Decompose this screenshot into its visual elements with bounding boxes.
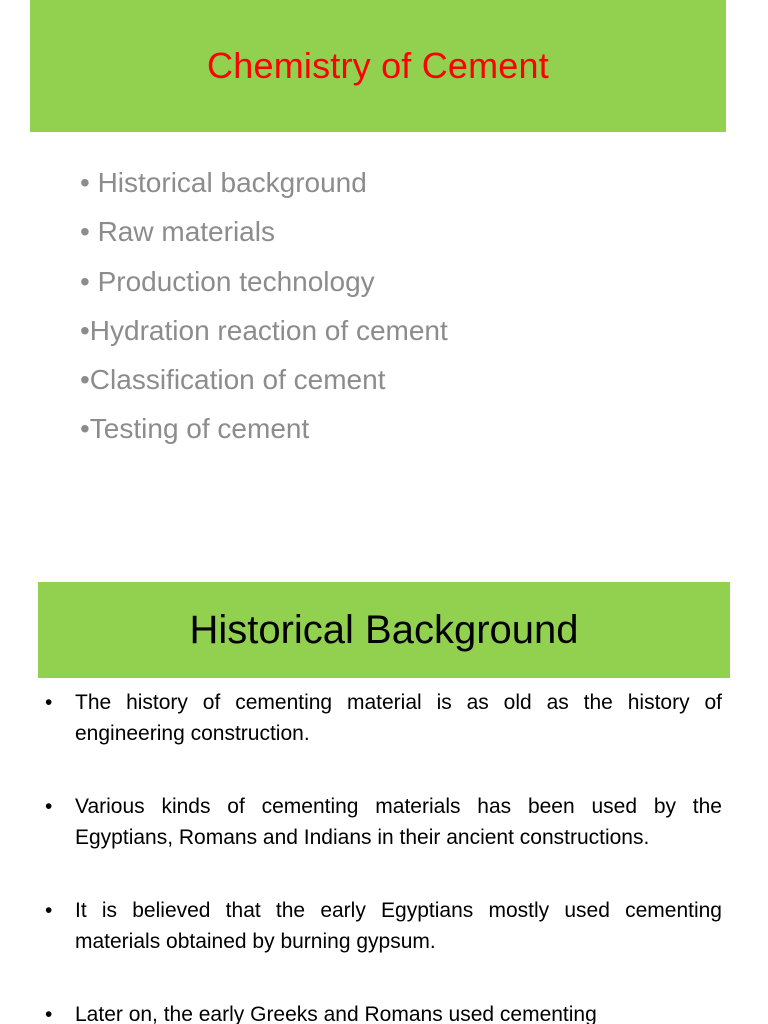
topic-item: • Raw materials (80, 216, 275, 248)
bullet-text: It is believed that the early Egyptians mostly used cementing materials obtained by burning gypsum. (75, 899, 722, 953)
bullet-text: The history of cementing material is as old as the history of engineering construction. (75, 691, 722, 745)
bullet-text: Various kinds of cementing materials has been used by the Egyptians, Romans and Indians in their ancient constructions. (75, 795, 722, 849)
topic-item: •Testing of cement (80, 413, 310, 445)
topic-item: •Hydration reaction of cement (80, 314, 448, 346)
list-item (38, 896, 722, 957)
bullet-icon: • (45, 795, 53, 818)
topic-item: • Production technology (80, 265, 375, 297)
slide1-title-banner (30, 0, 726, 132)
slide1-title: Chemistry of Cement (207, 45, 549, 86)
bullet-icon: • (45, 899, 53, 922)
topic-item: •Classification of cement (80, 364, 386, 396)
list-item (38, 1000, 722, 1024)
bullet-icon: • (45, 1003, 53, 1024)
bullet-icon: • (45, 691, 53, 714)
topic-item: • Historical background (80, 167, 367, 198)
list-item (38, 688, 722, 749)
bullet-text: Later on, the early Greeks and Romans used cementing (75, 1003, 597, 1024)
history-bullet-list (38, 688, 722, 1024)
slide2-title-banner (38, 582, 730, 678)
list-item (38, 792, 722, 853)
topics-list (80, 158, 448, 454)
slide2-title: Historical Background (189, 607, 579, 652)
